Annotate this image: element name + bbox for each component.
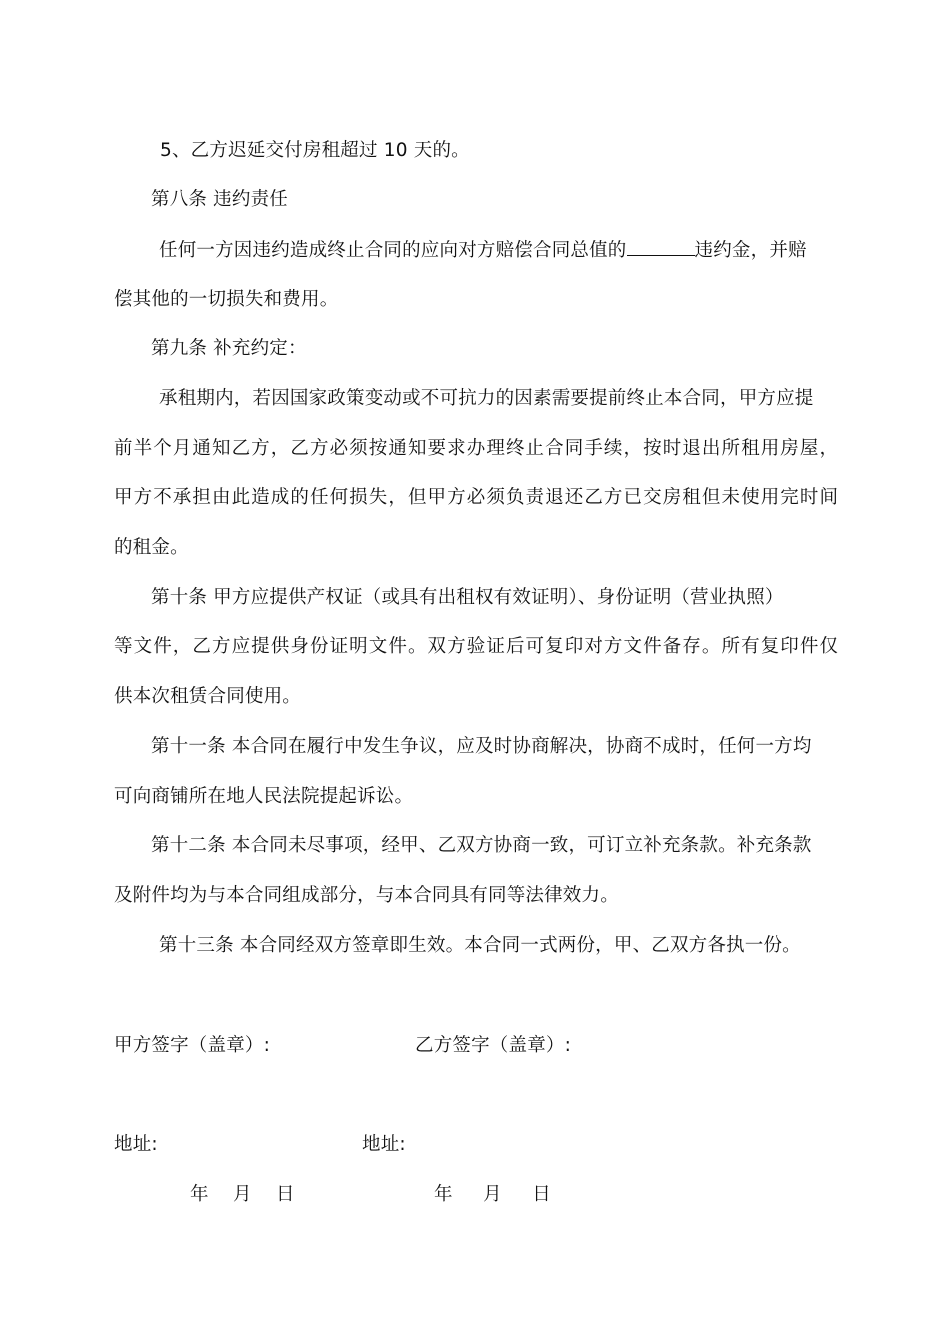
- clause-13-text: 第十三条 本合同经双方签章即生效。本合同一式两份，甲、乙双方各执一份。: [159, 935, 801, 956]
- clause-8-text-1a: 任何一方因违约造成终止合同的应向对方赔偿合同总值的: [159, 240, 627, 261]
- clause-12-text-1: 第十二条 本合同未尽事项，经甲、乙双方协商一致，可订立补充条款。补充条款: [151, 835, 812, 856]
- clause-7-item-5: 5、乙方迟延交付房租超过 10 天的。: [160, 140, 470, 161]
- clause-8-text-1: [159, 237, 807, 264]
- party-b-signature-label: 乙方签字（盖章）:: [415, 1035, 572, 1056]
- clause-8-heading: 第八条 违约责任: [151, 189, 288, 210]
- clause-9-heading: 第九条 补充约定：: [151, 338, 307, 359]
- party-a-date: 年 月 日: [190, 1184, 295, 1205]
- clause-10-text-1: 第十条 甲方应提供产权证（或具有出租权有效证明）、身份证明（营业执照）: [151, 587, 784, 608]
- party-a-address-label: 地址:: [114, 1134, 158, 1155]
- clause-12-text-2: 及附件均为与本合同组成部分，与本合同具有同等法律效力。: [114, 885, 619, 906]
- clause-11-text-1: 第十一条 本合同在履行中发生争议，应及时协商解决，协商不成时，任何一方均: [151, 736, 812, 757]
- party-a-signature-label: 甲方签字（盖章）:: [114, 1035, 271, 1056]
- party-b-date: 年 月 日: [434, 1184, 551, 1205]
- clause-10-text-3: 供本次租赁合同使用。: [114, 686, 302, 707]
- clause-8-text-1b: 违约金，并赔: [694, 240, 807, 261]
- clause-9-text-1: 承租期内，若因国家政策变动或不可抗力的因素需要提前终止本合同，甲方应提: [159, 388, 814, 409]
- clause-9-text-2: 前半个月通知乙方，乙方必须按通知要求办理终止合同手续，按时退出所租用房屋，: [114, 438, 838, 459]
- clause-8-text-2: 偿其他的一切损失和费用。: [114, 289, 339, 310]
- clause-9-text-4: 的租金。: [114, 537, 189, 558]
- clause-9-text-3: 甲方不承担由此造成的任何损失，但甲方必须负责退还乙方已交房租但未使用完时间: [114, 487, 838, 508]
- party-b-address-label: 地址:: [362, 1134, 406, 1155]
- clause-10-text-2: 等文件，乙方应提供身份证明文件。双方验证后可复印对方文件备存。所有复印件仅: [114, 636, 838, 657]
- penalty-blank: [627, 237, 695, 256]
- clause-11-text-2: 可向商铺所在地人民法院提起诉讼。: [114, 786, 414, 807]
